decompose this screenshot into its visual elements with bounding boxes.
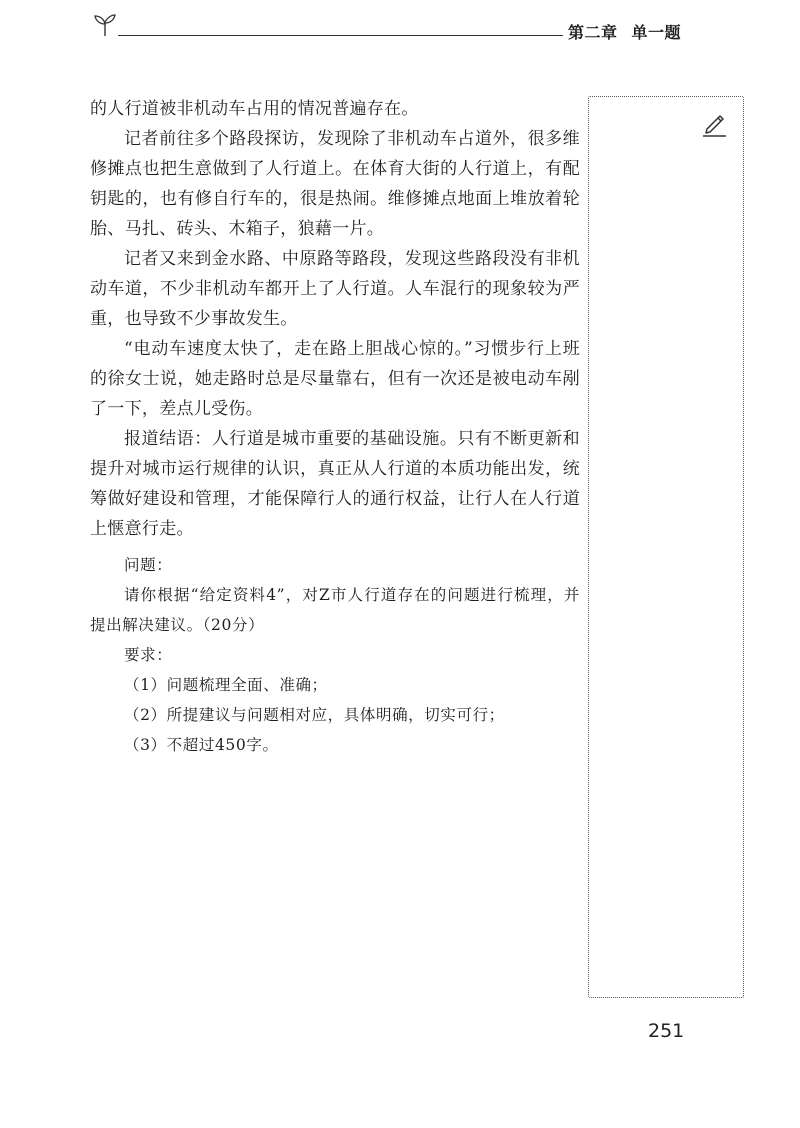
requirement-item: （3）不超过450字。 [124,736,279,754]
paragraph: 的人行道被非机动车占用的情况普遍存在。 [90,99,419,119]
header-rule [118,35,563,36]
pencil-icon [699,109,729,139]
paragraph: 记者又来到金水路、中原路等路段，发现这些路段没有非机动车道，不少非机动车都开上了人行道。人车混行的现象较为严重，也导致不少事故发生。 [90,249,580,329]
requirements-label: 要求： [124,646,173,664]
section-label: 单一题 [631,23,682,42]
question-prompt: 请你根据“给定资料4”，对Z市人行道存在的问题进行梳理，并提出解决建议。（20分） [90,586,580,634]
paragraph: 记者前往多个路段探访，发现除了非机动车占道外，很多维修摊点也把生意做到了人行道上。在体育大街的人行道上，有配钥匙的，也有修自行车的，很是热闹。维修摊点地面上堆放着轮胎、马扎、砖头、木箱子，狼藉一片。 [90,129,580,239]
document-body [90,94,580,760]
page-header [0,0,800,60]
chapter-label: 第二章 [568,23,618,42]
sprout-icon [92,12,118,38]
question-label: 问题： [124,556,173,574]
paragraph: “电动车速度太快了，走在路上胆战心惊的。”习惯步行上班的徐女士说，她走路时总是尽量靠右，但有一次还是被电动车剐了一下，差点儿受伤。 [90,339,580,419]
chapter-heading [568,20,681,43]
page-number: 251 [648,1020,685,1042]
requirement-item: （1）问题梳理全面、准确； [124,676,328,694]
requirement-item: （2）所提建议与问题相对应，具体明确，切实可行； [124,706,505,724]
notes-box [588,96,744,998]
paragraph: 报道结语：人行道是城市重要的基础设施。只有不断更新和提升对城市运行规律的认识，真正从人行道的本质功能出发，统筹做好建设和管理，才能保障行人的通行权益，让行人在人行道上惬意行走。 [90,429,580,539]
